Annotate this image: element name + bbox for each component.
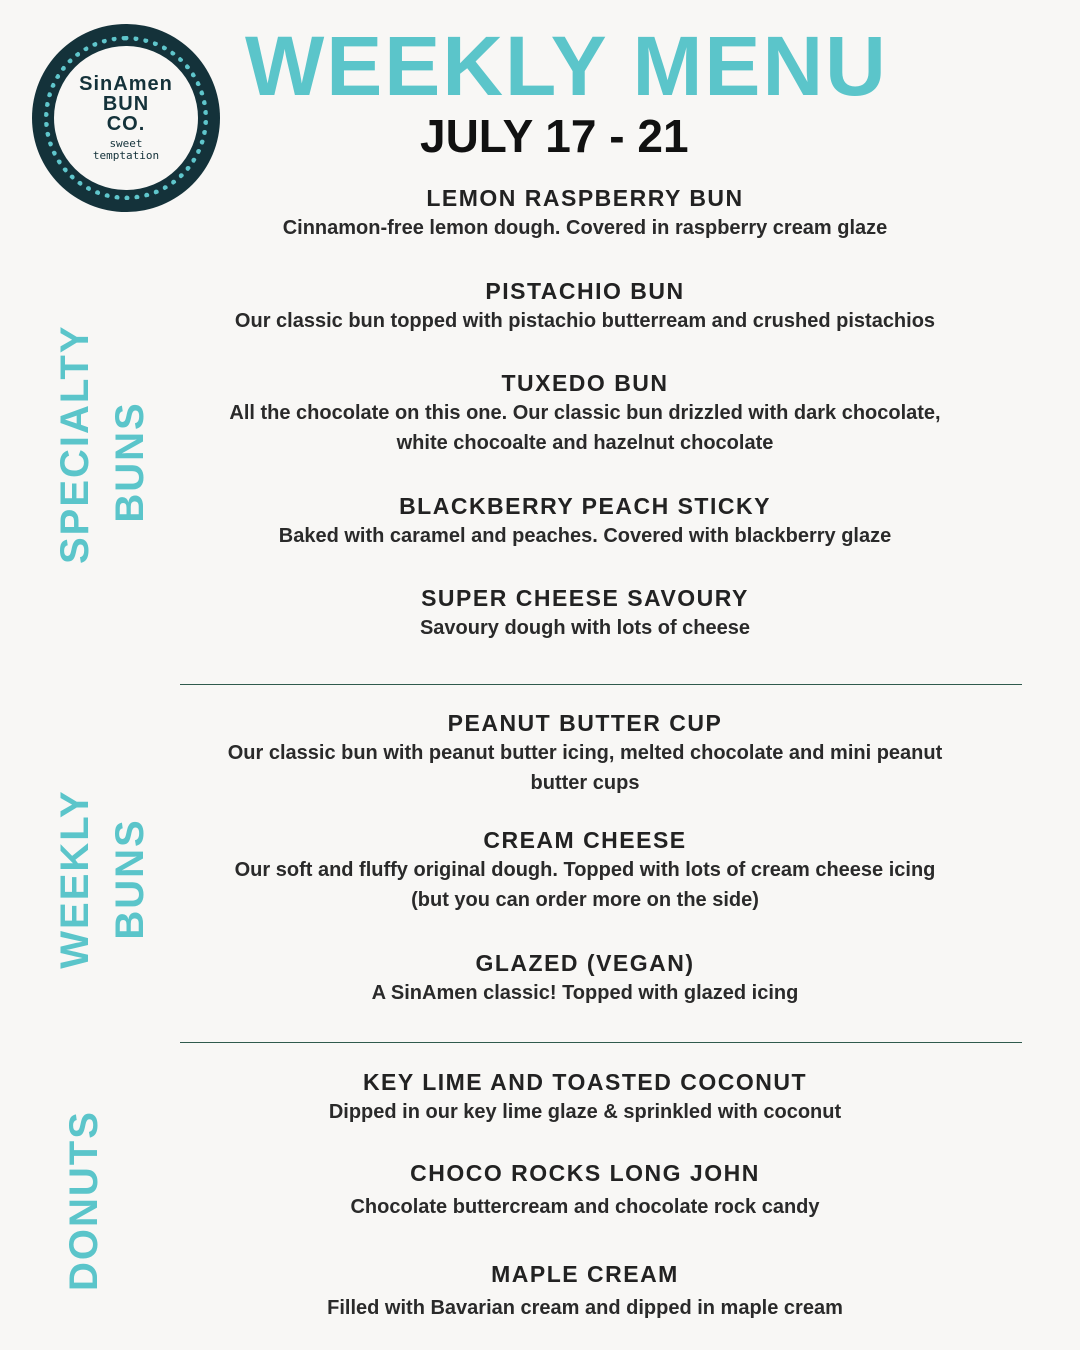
item-description: butter cups — [530, 772, 640, 794]
section-label-specialty — [51, 324, 99, 564]
item-description: Our classic bun with peanut butter icing, melted chocolate and mini peanut — [227, 742, 943, 764]
item-name: BLACKBERRY PEACH STICKY — [399, 493, 771, 519]
item-name: MAPLE CREAM — [491, 1261, 679, 1287]
item-description: white chocoalte and hazelnut chocolate — [396, 432, 774, 454]
item-name: LEMON RASPBERRY BUN — [426, 185, 744, 211]
section-divider — [180, 1042, 1022, 1043]
section-label-donuts-line1: DONUTS — [62, 1110, 106, 1291]
item-description: (but you can order more on the side) — [411, 889, 759, 911]
logo-tagline-1: sweet — [109, 137, 143, 150]
menu-item — [170, 825, 1000, 915]
section-label-donuts — [60, 1111, 108, 1291]
menu-item — [170, 708, 1000, 798]
logo-inner — [54, 46, 198, 190]
item-name: TUXEDO BUN — [501, 370, 669, 396]
item-description: Our soft and fluffy original dough. Topped with lots of cream cheese icing — [234, 859, 936, 881]
logo-brand-line3: CO. — [106, 113, 146, 135]
item-description: Baked with caramel and peaches. Covered with blackberry glaze — [278, 525, 892, 547]
section-label-specialty-buns — [106, 362, 154, 562]
item-description: Cinnamon-free lemon dough. Covered in raspberry cream glaze — [282, 217, 888, 239]
section-label-weekly-line2: BUNS — [108, 818, 152, 940]
item-description: Our classic bun topped with pistachio butterream and crushed pistachios — [234, 310, 936, 332]
item-name: CHOCO ROCKS LONG JOHN — [410, 1160, 760, 1186]
section-label-weekly-buns — [106, 779, 154, 979]
menu-item — [170, 583, 1000, 643]
section-divider — [180, 684, 1022, 685]
section-label-specialty-line1: SPECIALTY — [53, 324, 97, 564]
section-label-weekly — [51, 789, 99, 969]
item-description: All the chocolate on this one. Our classic bun drizzled with dark chocolate, — [229, 402, 941, 424]
date-range: JULY 17 - 21 — [420, 110, 689, 162]
menu-item — [170, 368, 1000, 458]
item-name: GLAZED (VEGAN) — [475, 950, 695, 976]
item-name: PISTACHIO BUN — [485, 278, 685, 304]
item-name: CREAM CHEESE — [483, 827, 687, 853]
section-label-specialty-line2: BUNS — [108, 401, 152, 523]
item-description: A SinAmen classic! Topped with glazed icing — [371, 982, 799, 1004]
menu-item — [170, 1067, 1000, 1127]
logo-brand-line2: BUN — [102, 93, 150, 115]
logo-tagline-2: temptation — [92, 149, 160, 162]
section-label-weekly-line1: WEEKLY — [53, 789, 97, 969]
logo-brand-line1: SinAmen — [79, 73, 173, 95]
item-name: PEANUT BUTTER CUP — [447, 710, 723, 736]
page-title: WEEKLY MENU — [245, 19, 888, 113]
item-description: Chocolate buttercream and chocolate rock candy — [350, 1196, 820, 1218]
menu-item — [170, 1158, 1000, 1222]
menu-item — [170, 276, 1000, 336]
menu-item — [170, 948, 1000, 1008]
menu-item — [170, 491, 1000, 551]
item-name: SUPER CHEESE SAVOURY — [421, 585, 749, 611]
item-description: Dipped in our key lime glaze & sprinkled with coconut — [328, 1101, 842, 1123]
item-description: Savoury dough with lots of cheese — [419, 617, 751, 639]
item-description: Filled with Bavarian cream and dipped in maple cream — [327, 1297, 843, 1319]
menu-item — [170, 1259, 1000, 1323]
menu-item — [170, 183, 1000, 243]
item-name: KEY LIME AND TOASTED COCONUT — [362, 1069, 808, 1095]
